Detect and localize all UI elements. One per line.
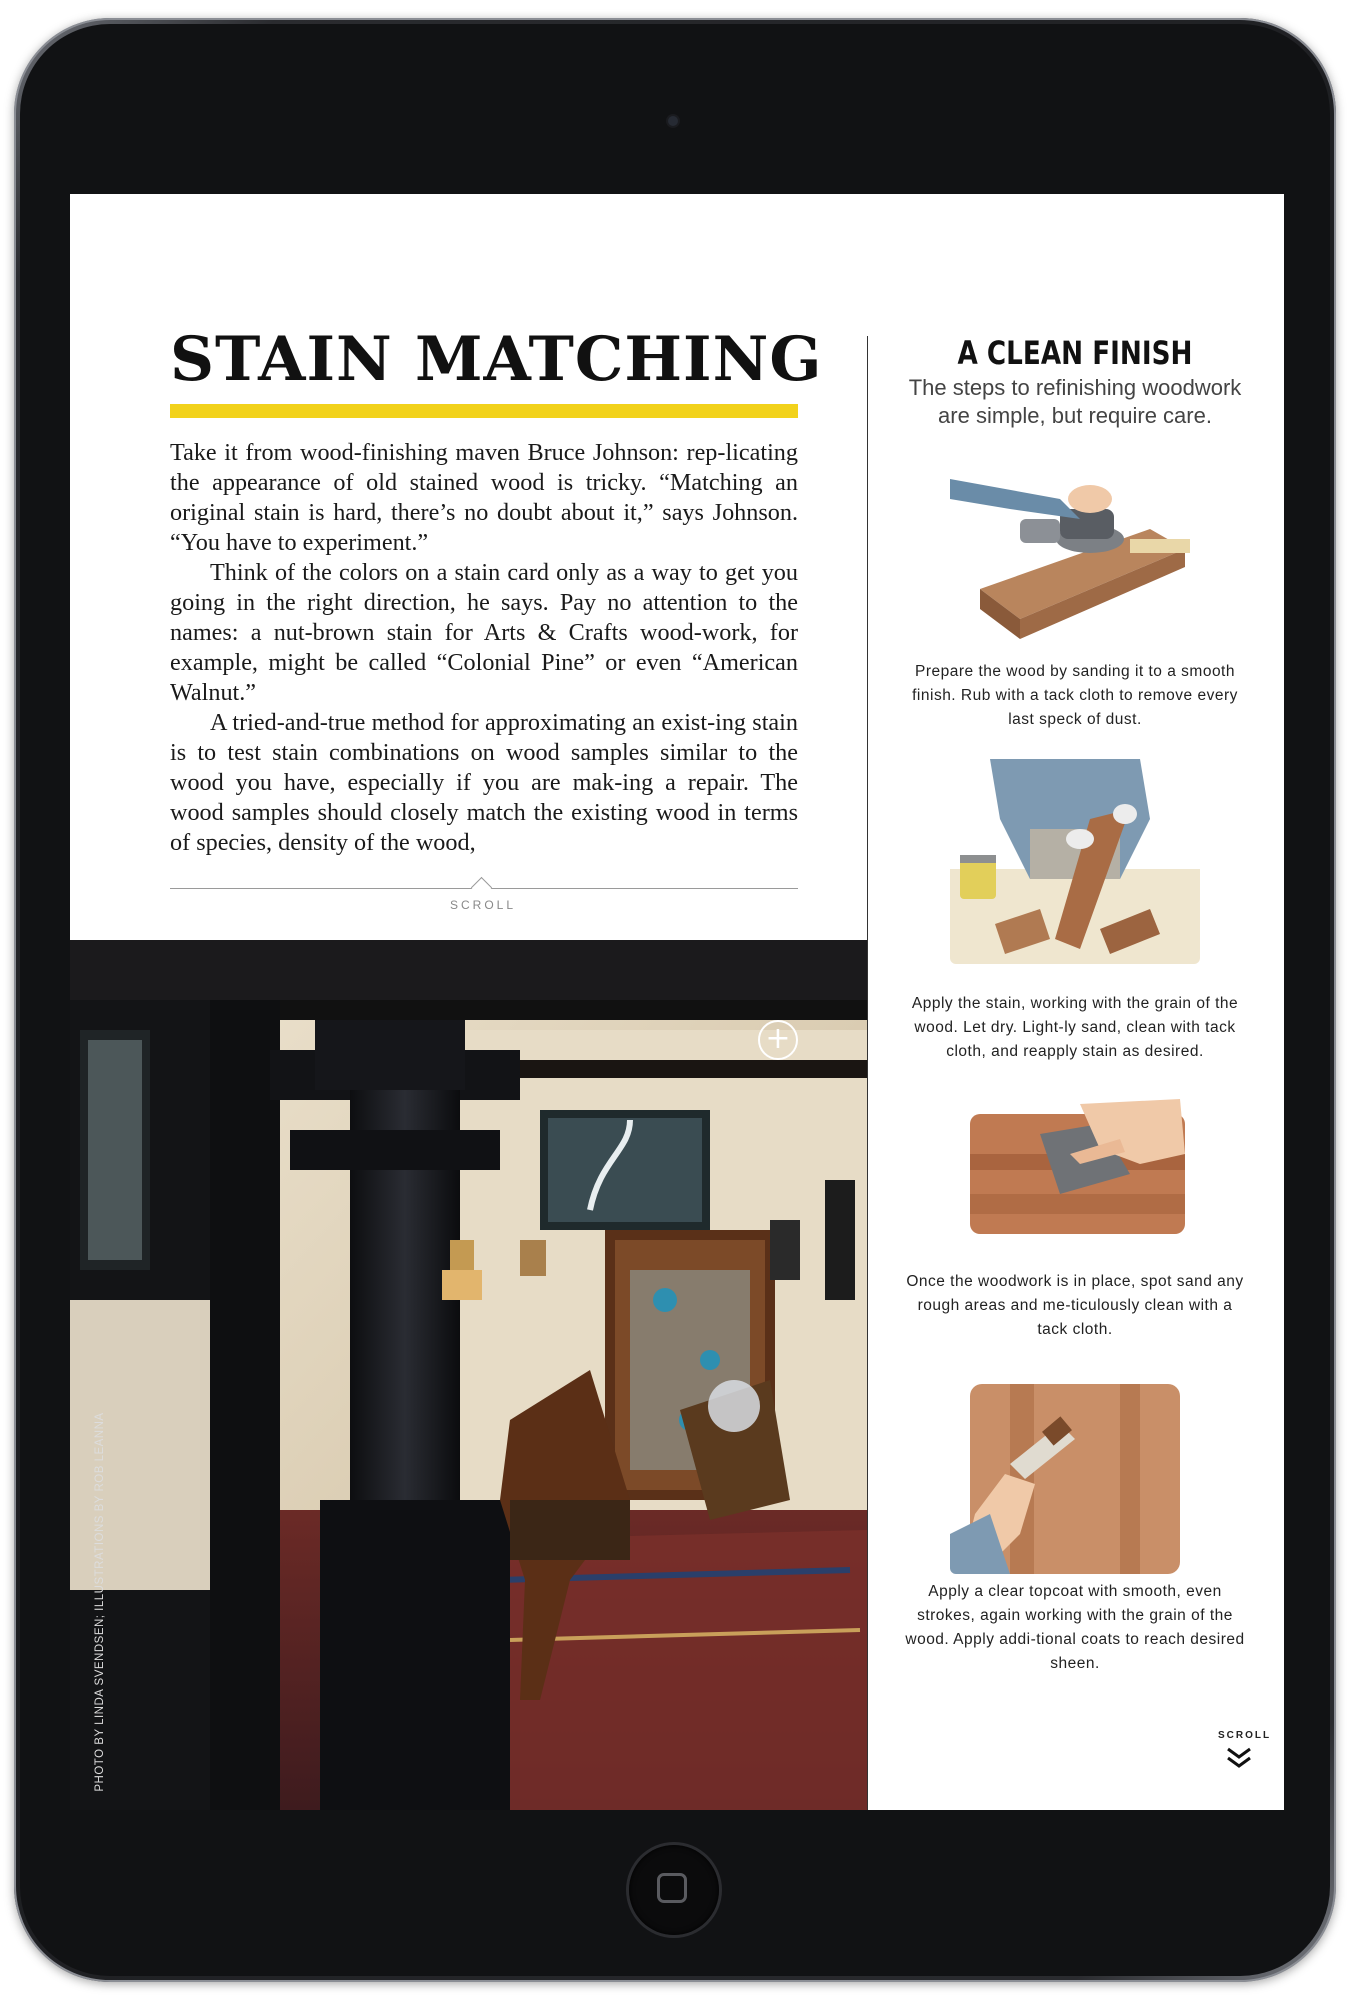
column-divider	[867, 336, 868, 1810]
sanding-block-illustration	[950, 1094, 1200, 1249]
sidebar-scroll-label[interactable]: SCROLL	[1218, 1730, 1272, 1741]
step-caption: Prepare the wood by sanding it to a smooth finish. Rub with a tack cloth to remove every last speck of dust.	[912, 663, 1238, 728]
brush-topcoat-illustration	[950, 1384, 1200, 1574]
stain-cloth-illustration	[950, 759, 1200, 964]
title-underline-bar	[170, 404, 798, 418]
step-caption: Apply a clear topcoat with smooth, even strokes, again working with the grain of the wood. Apply addi-tional coats to reach desired sheen.	[905, 1583, 1245, 1672]
interior-photo-illustration	[70, 940, 867, 1810]
home-button[interactable]	[629, 1845, 719, 1935]
photo-credit: PHOTO BY LINDA SVENDSEN; ILLUSTRATIONS BY ROB LEANNA	[94, 1412, 106, 1792]
article-paragraph: A tried-and-true method for approximating an exist-ing stain is to test stain combinations on wood samples similar to the wood you have, especially if you are mak-ing a repair. The wood samples should closely match the existing wood in terms of species, density of the wood,	[170, 709, 798, 856]
article-paragraph: Think of the colors on a stain card only as a way to get you going in the right direction, he says. Pay no attention to the names: a nut-brown stain for Arts & Crafts wood-work, for example, might be called “Colonial Pine” or even “American Walnut.”	[170, 559, 798, 706]
article-paragraph: Take it from wood-finishing maven Bruce Johnson: rep-licating the appearance of old stained wood is tricky. “Matching an original stain is hard, there’s no doubt about it,” says Johnson. “You have to experiment.”	[170, 439, 798, 556]
step-caption: Once the woodwork is in place, spot sand any rough areas and me-ticulously clean with a tack cloth.	[906, 1273, 1244, 1338]
home-square-icon	[657, 1873, 687, 1903]
double-chevron-down-icon[interactable]	[1224, 1746, 1254, 1770]
expand-photo-plus-icon[interactable]: +	[758, 1020, 798, 1060]
article-title: STAIN MATCHING	[170, 324, 823, 395]
article-scroll-label[interactable]: SCROLL	[450, 898, 517, 912]
article-body[interactable]	[170, 438, 798, 858]
scroll-notch-icon	[471, 877, 492, 898]
sidebar-subtitle: The steps to refinishing woodwork are simple, but require care.	[908, 375, 1242, 428]
magazine-page	[70, 194, 1284, 1810]
interior-photo	[70, 940, 867, 1810]
front-camera	[668, 116, 678, 126]
step-caption: Apply the stain, working with the grain of the wood. Let dry. Light-ly sand, clean with tack cloth, and reapply stain as desired.	[911, 995, 1239, 1060]
sidebar-title: A CLEAN FINISH	[957, 334, 1193, 372]
orbital-sander-illustration	[950, 469, 1200, 659]
